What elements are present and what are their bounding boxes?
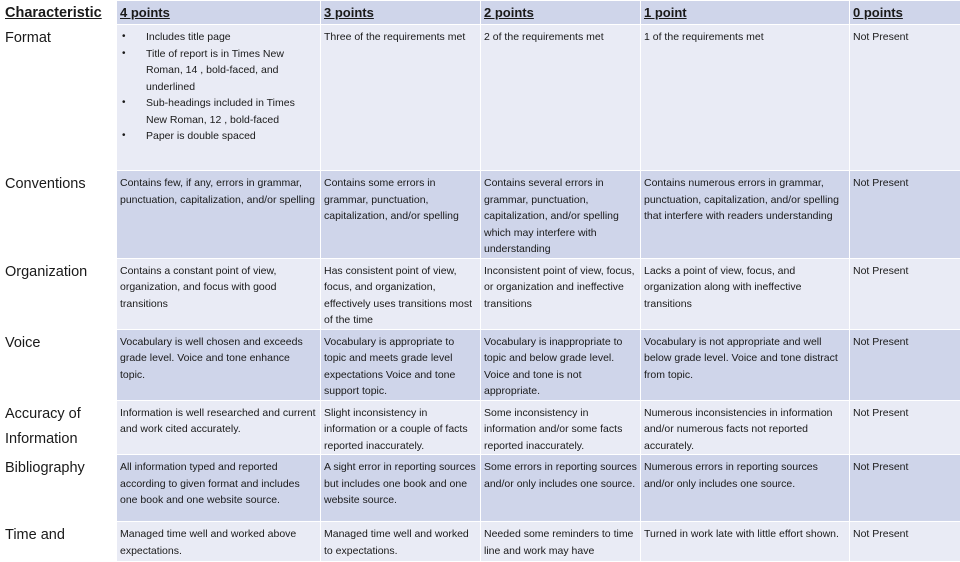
header-4-points: 4 points — [117, 1, 321, 25]
bibliography-1-point: Numerous errors in reporting sources and/or only includes one source. — [641, 455, 850, 522]
conventions-4-points: Contains few, if any, errors in grammar, punctuation, capitalization, and/or spelling — [117, 171, 321, 259]
bibliography-4-points: All information typed and reported according to given format and includes one book and one website source. — [117, 455, 321, 522]
row-label-time: Time and — [1, 522, 117, 562]
voice-1-point: Vocabulary is not appropriate and well below grade level. Voice and tone distract from topic. — [641, 329, 850, 400]
time-4-points: Managed time well and worked above expectations. — [117, 522, 321, 562]
time-3-points: Managed time well and worked to expectations. — [321, 522, 481, 562]
header-row — [1, 1, 960, 25]
accuracy-2-points: Some inconsistency in information and/or some facts reported inaccurately. — [481, 400, 641, 455]
bibliography-3-points: A sight error in reporting sources but includes one book and one website source. — [321, 455, 481, 522]
accuracy-4-points: Information is well researched and current and work cited accurately. — [117, 400, 321, 455]
format-2-points: 2 of the requirements met — [481, 25, 641, 171]
voice-4-points: Vocabulary is well chosen and exceeds grade level. Voice and tone enhance topic. — [117, 329, 321, 400]
organization-1-point: Lacks a point of view, focus, and organization along with ineffective transitions — [641, 258, 850, 329]
accuracy-1-point: Numerous inconsistencies in information and/or numerous facts not reported accurately. — [641, 400, 850, 455]
bibliography-0-points: Not Present — [850, 455, 960, 522]
row-label-format: Format — [1, 25, 117, 171]
header-1-point: 1 point — [641, 1, 850, 25]
row-label-bibliography: Bibliography — [1, 455, 117, 522]
time-1-point: Turned in work late with little effort shown. — [641, 522, 850, 562]
conventions-1-point: Contains numerous errors in grammar, punctuation, capitalization, and/or spelling that interfere with readers understanding — [641, 171, 850, 259]
voice-3-points: Vocabulary is appropriate to topic and meets grade level expectations Voice and tone support topic. — [321, 329, 481, 400]
bibliography-2-points: Some errors in reporting sources and/or only includes one source. — [481, 455, 641, 522]
row-label-accuracy: Accuracy of Information — [1, 400, 117, 455]
row-label-voice: Voice — [1, 329, 117, 400]
row-bibliography — [1, 455, 960, 522]
row-organization — [1, 258, 960, 329]
time-2-points: Needed some reminders to time line and work may have — [481, 522, 641, 562]
format-0-points: Not Present — [850, 25, 960, 171]
header-2-points: 2 points — [481, 1, 641, 25]
organization-3-points: Has consistent point of view, focus, and organization, effectively uses transitions most of the time — [321, 258, 481, 329]
list-item: • Includes title page — [146, 29, 317, 46]
conventions-2-points: Contains several errors in grammar, punctuation, capitalization, and/or spelling which may interfere with understanding — [481, 171, 641, 259]
conventions-3-points: Contains some errors in grammar, punctuation, capitalization, and/or spelling — [321, 171, 481, 259]
organization-4-points: Contains a constant point of view, organization, and focus with good transitions — [117, 258, 321, 329]
accuracy-0-points: Not Present — [850, 400, 960, 455]
row-label-conventions: Conventions — [1, 171, 117, 259]
header-3-points: 3 points — [321, 1, 481, 25]
format-3-points: Three of the requirements met — [321, 25, 481, 171]
row-conventions — [1, 171, 960, 259]
header-0-points: 0 points — [850, 1, 960, 25]
row-time — [1, 522, 960, 562]
voice-2-points: Vocabulary is inappropriate to topic and below grade level. Voice and tone is not appropriate. — [481, 329, 641, 400]
row-accuracy — [1, 400, 960, 455]
format-4-points — [117, 25, 321, 171]
row-voice — [1, 329, 960, 400]
row-label-organization: Organization — [1, 258, 117, 329]
conventions-0-points: Not Present — [850, 171, 960, 259]
list-item: • Paper is double spaced — [146, 128, 317, 145]
organization-0-points: Not Present — [850, 258, 960, 329]
format-requirements-list — [120, 29, 317, 145]
accuracy-3-points: Slight inconsistency in information or a couple of facts reported inaccurately. — [321, 400, 481, 455]
time-0-points: Not Present — [850, 522, 960, 562]
list-item: • Title of report is in Times New Roman, 14 , bold-faced, and underlined — [146, 46, 317, 96]
row-format — [1, 25, 960, 171]
format-1-point: 1 of the requirements met — [641, 25, 850, 171]
voice-0-points: Not Present — [850, 329, 960, 400]
organization-2-points: Inconsistent point of view, focus, or organization and ineffective transitions — [481, 258, 641, 329]
list-item: • Sub-headings included in Times New Roman, 12 , bold-faced — [146, 95, 317, 128]
header-characteristic: Characteristic — [1, 1, 117, 25]
